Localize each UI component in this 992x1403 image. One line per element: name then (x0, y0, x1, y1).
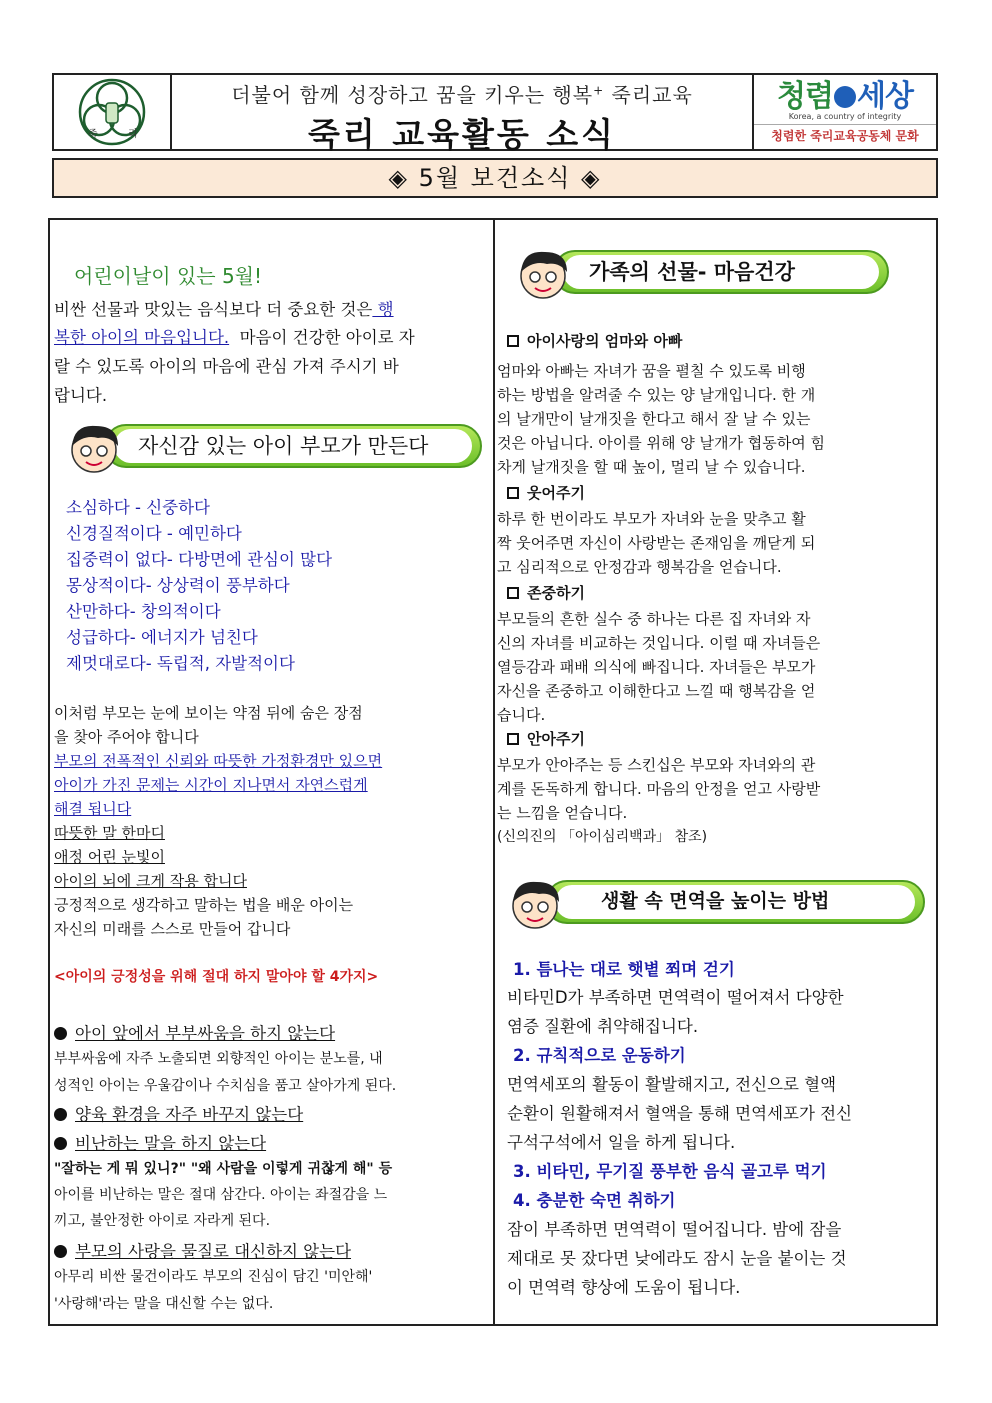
section-1-line-4: 것은 아닙니다. 아이를 위해 양 날개가 협동하여 힘 (497, 434, 825, 452)
immunity-banner-label: 생활 속 면역을 높이는 방법 (601, 890, 830, 912)
trait-pair-4: 몽상적이다- 상상력이 풍부하다 (66, 576, 290, 595)
para3-line-2: 애정 어린 눈빛이 (54, 848, 165, 866)
tip-1-line-2: 염증 질환에 취약해집니다. (507, 1017, 699, 1036)
para4-line-1: 긍정적으로 생각하고 말하는 법을 배운 아이는 (54, 896, 354, 914)
rule-1-title: 아이 앞에서 부부싸움을 하지 않는다 (54, 1020, 335, 1044)
section-3-title: 존중하기 (507, 582, 585, 603)
para3-line-3: 아이의 뇌에 크게 작용 합니다 (54, 872, 247, 890)
confidence-banner (64, 418, 482, 474)
rule-4-desc-1: 아무리 비싼 물건이라도 부모의 진심이 담긴 '미안해' (54, 1269, 373, 1285)
warning-title: <아이의 긍정성을 위해 절대 하지 말아야 할 4가지> (54, 969, 379, 985)
section-3-line-4: 자신을 존중하고 이해한다고 느낄 때 행복감을 얻 (497, 682, 816, 700)
tip-2-title: 2. 규칙적으로 운동하기 (513, 1046, 686, 1065)
tip-4-title: 4. 충분한 숙면 취하기 (513, 1191, 676, 1210)
section-2-line-1: 하루 한 번이라도 부모가 자녀와 눈을 맞추고 활 (497, 510, 806, 528)
section-1-title: 아이사랑의 엄마와 아빠 (507, 330, 682, 351)
para1-line-1: 이처럼 부모는 눈에 보이는 약점 뒤에 숨은 장점 (54, 704, 363, 722)
intro-line-4: 랍니다. (54, 386, 108, 405)
para2-line-2: 아이가 가진 문제는 시간이 지나면서 자연스럽게 (54, 776, 368, 794)
child-character-icon (64, 418, 126, 480)
section-1-line-5: 차게 날개짓을 할 때 높이, 멀리 날 수 있습니다. (497, 458, 806, 476)
section-2-line-2: 짝 웃어주면 자신이 사랑받는 존재임을 깨닫게 되 (497, 534, 816, 552)
trait-pair-7: 제멋대로다- 독립적, 자발적이다 (66, 654, 295, 673)
month-title-bar: ◈ 5월 보건소식 ◈ (52, 158, 938, 198)
confidence-banner-label: 자신감 있는 아이 부모가 만든다 (138, 434, 429, 458)
trait-pair-5: 산만하다- 창의적이다 (66, 602, 221, 621)
rule-2-title: 양육 환경을 자주 바꾸지 않는다 (54, 1101, 303, 1125)
child-character-icon (513, 244, 575, 306)
content-box (48, 218, 938, 1326)
tip-4-line-2: 제대로 못 잤다면 낮에라도 잠시 눈을 붙이는 것 (507, 1249, 847, 1268)
svg-text:리: 리 (128, 129, 138, 140)
tip-2-line-3: 구석구석에서 일을 하게 됩니다. (507, 1133, 736, 1152)
newsletter-title: 죽리 교육활동 소식 (307, 115, 616, 154)
mental-health-banner-label: 가족의 선물- 마음건강 (589, 260, 795, 284)
school-logo (54, 75, 172, 149)
tip-1-title: 1. 틈나는 대로 햇볕 쬐며 걷기 (513, 960, 735, 979)
section-2-title: 웃어주기 (507, 482, 585, 503)
globe-icon (834, 86, 856, 108)
section-1-line-1: 엄마와 아빠는 자녀가 꿈을 펼칠 수 있도록 비행 (497, 362, 806, 380)
section-4-title: 안아주기 (507, 728, 585, 749)
intro-line-3: 랄 수 있도록 아이의 마음에 관심 가져 주시기 바 (54, 357, 399, 376)
integrity-slogan: 청렴 세상 Korea, a country of integrity 청렴한 죽리교육공동체 문화 (754, 75, 936, 149)
rule-3-desc-3: 끼고, 불안정한 아이로 자라게 된다. (54, 1213, 271, 1229)
svg-text:죽: 죽 (88, 129, 98, 140)
child-character-icon (505, 874, 567, 936)
title-block (172, 75, 754, 154)
para2-line-1: 부모의 전폭적인 신뢰와 따뜻한 가정환경만 있으면 (54, 752, 383, 770)
intro-heading: 어린이날이 있는 5월! (74, 264, 263, 288)
tip-2-line-1: 면역세포의 활동이 활발해지고, 전신으로 혈액 (507, 1075, 837, 1094)
para2-line-3: 해결 됩니다 (54, 800, 132, 818)
mental-health-banner (513, 244, 893, 300)
tip-2-line-2: 순환이 원활해져서 혈액을 통해 면역세포가 전신 (507, 1104, 853, 1123)
section-1-line-3: 의 날개만이 날개짓을 한다고 해서 잘 날 수 있는 (497, 410, 811, 428)
newsletter-subtitle: 더불어 함께 성장하고 꿈을 키우는 행복+ 죽리교육 (231, 83, 693, 107)
section-4-line-1: 부모가 안아주는 등 스킨십은 부모와 자녀와의 관 (497, 756, 816, 774)
tip-4-line-3: 이 면역력 향상에 도움이 됩니다. (507, 1278, 741, 1297)
intro-line-2: 복한 아이의 마음입니다. 마음이 건강한 아이로 자 (54, 328, 415, 347)
section-3-line-3: 열등감과 패배 의식에 빠집니다. 자녀들은 부모가 (497, 658, 816, 676)
trait-pair-3: 집중력이 없다- 다방면에 관심이 많다 (66, 550, 333, 569)
intro-line-1: 비싼 선물과 맛있는 음식보다 더 중요한 것은 행 (54, 300, 394, 319)
section-3-line-5: 습니다. (497, 706, 546, 724)
para4-line-2: 자신의 미래를 스스로 만들어 갑니다 (54, 920, 291, 938)
section-1-line-2: 하는 방법을 알려줄 수 있는 양 날개입니다. 한 개 (497, 386, 816, 404)
immunity-banner (505, 874, 925, 930)
rule-1-desc-1: 부부싸움에 자주 노출되면 외향적인 아이는 분노를, 내 (54, 1051, 383, 1067)
rule-3-desc-1: "잘하는 게 뭐 있니?" "왜 사람을 이렇게 귀찮게 해" 등 (54, 1161, 393, 1177)
section-4-line-2: 계를 돈독하게 합니다. 마음의 안정을 얻고 사랑받 (497, 780, 821, 798)
section-2-line-3: 고 심리적으로 안정감과 행복감을 얻습니다. (497, 558, 782, 576)
rule-4-title: 부모의 사랑을 물질로 대신하지 않는다 (54, 1238, 351, 1262)
source-citation: (신의진의 「아이심리백과」 참조) (497, 829, 708, 845)
section-3-line-2: 신의 자녀를 비교하는 것입니다. 이럴 때 자녀들은 (497, 634, 821, 652)
trait-pair-1: 소심하다 - 신중하다 (66, 498, 210, 517)
rule-3-title: 비난하는 말을 하지 않는다 (54, 1130, 266, 1154)
trait-pair-6: 성급하다- 에너지가 넘친다 (66, 628, 258, 647)
tip-1-line-1: 비타민D가 부족하면 면역력이 떨어져서 다양한 (507, 988, 844, 1007)
rule-3-desc-2: 아이를 비난하는 말은 절대 삼간다. 아이는 좌절감을 느 (54, 1187, 388, 1203)
section-4-line-3: 는 느낌을 얻습니다. (497, 804, 628, 822)
para3-line-1: 따뜻한 말 한마디 (54, 824, 165, 842)
column-divider (493, 220, 495, 1324)
rule-4-desc-2: '사랑해'라는 말을 대신할 수는 없다. (54, 1296, 274, 1312)
section-3-line-1: 부모들의 흔한 실수 중 하나는 다른 집 자녀와 자 (497, 610, 811, 628)
para1-line-2: 을 찾아 주어야 합니다 (54, 728, 199, 746)
trait-pair-2: 신경질적이다 - 예민하다 (66, 524, 242, 543)
rule-1-desc-2: 성적인 아이는 우울감이나 수치심을 품고 살아가게 된다. (54, 1078, 397, 1094)
school-emblem-icon (64, 77, 160, 147)
tip-4-line-1: 잠이 부족하면 면역력이 떨어집니다. 밤에 잠을 (507, 1220, 842, 1239)
tip-3-title: 3. 비타민, 무기질 풍부한 음식 골고루 먹기 (513, 1162, 827, 1181)
newsletter-header (52, 73, 938, 154)
